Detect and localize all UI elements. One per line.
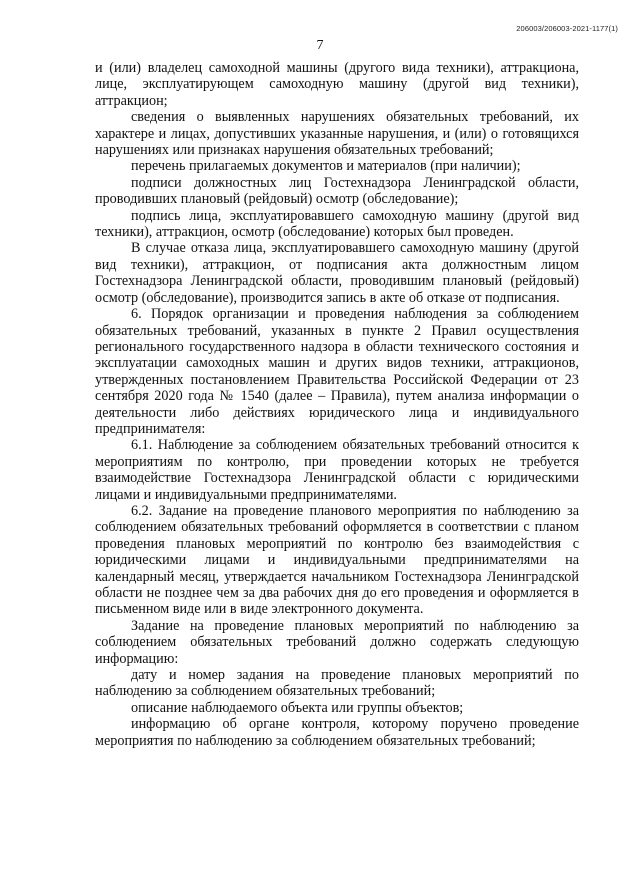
paragraph: подпись лица, эксплуатировавшего самоходную машину (другой вид техники), аттракцион, осмотр (обследование) которых был проведен.	[95, 207, 579, 241]
paragraph: Задание на проведение плановых мероприятий по наблюдению за соблюдением обязательных требований должно содержать следующую информацию:	[95, 617, 579, 667]
paragraph: 6.2. Задание на проведение планового мероприятия по наблюдению за соблюдением обязательных требований оформляется в соответствии с планом проведения плановых мероприятий по контролю без взаимодействия с юридическими лицами и индивидуальными предпринимателями на календарный месяц, утверждается начальником Гостехнадзора Ленинградской области не позднее чем за два рабочих дня до его проведения и оформляется в письменном виде или в виде электронного документа.	[95, 502, 579, 618]
page-number: 7	[316, 38, 324, 53]
paragraph: сведения о выявленных нарушениях обязательных требований, их характере и лицах, допустивших указанные нарушения, и (или) о готовящихся нарушениях или признаках нарушения обязательных требований;	[95, 109, 579, 159]
paragraph: В случае отказа лица, эксплуатировавшего самоходную машину (другой вид техники), аттракцион, от подписания акта должностным лицом Гостехнадзора Ленинградской области, проводившим плановый (рейдовый) осмотр (обследование), производится запись в акте об отказе от подписания.	[95, 240, 579, 306]
paragraph: 6. Порядок организации и проведения наблюдения за соблюдением обязательных требований, указанных в пункте 2 Правил осуществления регионального государственного надзора в области технического состояния и эксплуатации самоходных машин и других видов техники, аттракционов, утвержденных постановлением Правительства Российской Федерации от 23 сентября 2020 года № 1540 (далее – Правила), путем анализа информации о деятельности либо действиях юридического лица и индивидуального предпринимателя:	[95, 306, 579, 437]
paragraph: дату и номер задания на проведение плановых мероприятий по наблюдению за соблюдением обязательных требований;	[95, 667, 579, 700]
paragraph: и (или) владелец самоходной машины (другого вида техники), аттракциона, лице, эксплуатирующем самоходную машину (другой вид техники), аттракцион;	[95, 60, 579, 109]
paragraph: подписи должностных лиц Гостехнадзора Ленинградской области, проводивших плановый (рейдовый) осмотр (обследование);	[95, 174, 579, 208]
paragraph: перечень прилагаемых документов и материалов (при наличии);	[131, 158, 521, 175]
document-id: 206003/206003-2021-1177(1)	[516, 24, 618, 33]
document-body	[95, 60, 579, 749]
paragraph: описание наблюдаемого объекта или группы объектов;	[131, 699, 464, 716]
paragraph: 6.1. Наблюдение за соблюдением обязательных требований относится к мероприятиям по контролю, при проведении которых не требуется взаимодействие Гостехнадзора Ленинградской области с юридическими лицами и индивидуальными предпринимателями.	[95, 437, 579, 503]
paragraph: информацию об органе контроля, которому поручено проведение мероприятия по наблюдению за соблюдением обязательных требований;	[95, 716, 579, 749]
